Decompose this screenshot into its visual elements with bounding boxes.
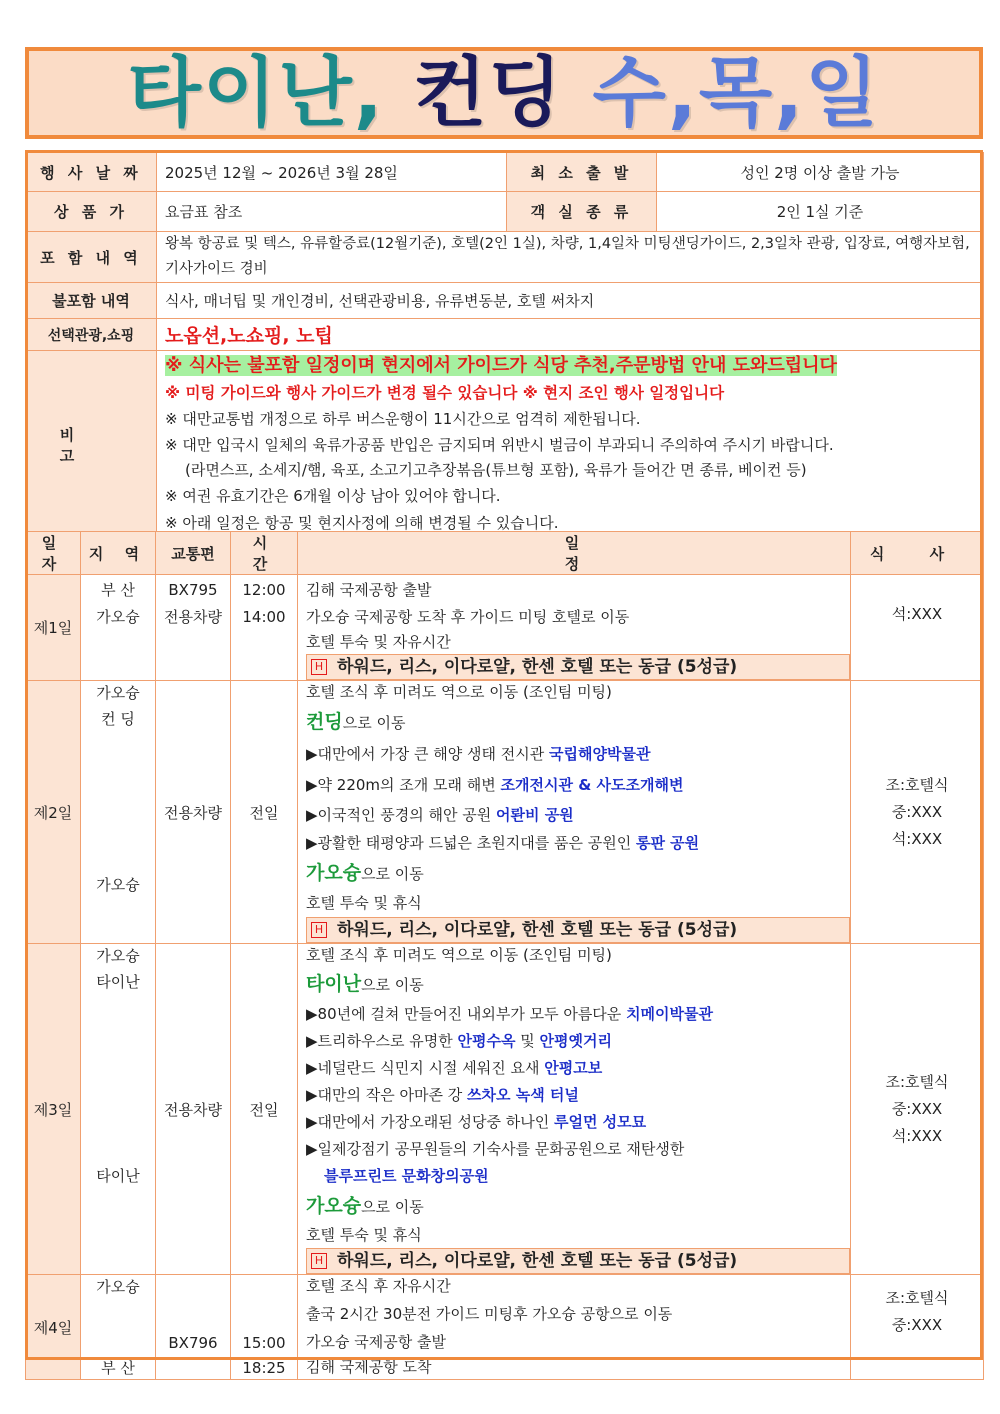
hotel-name: 하워드, 리스, 이다로얄, 한센 호텔 또는 동급 (5성급): [337, 657, 738, 677]
place-name: 국립해양박물관: [549, 745, 651, 763]
time: 15:00: [242, 1334, 286, 1352]
price-label: 상 품 가: [26, 192, 157, 232]
desc-text: ▶대만에서 가장 큰 해양 생태 전시관: [306, 745, 550, 763]
time: 14:00: [242, 608, 286, 626]
note-meat-examples: (라면스프, 소세지/햄, 육포, 소고기고추장볶음(튜브형 포함), 육류가 들어간 면 종류, 베이컨 등): [185, 461, 807, 479]
notes-label: 비 고: [26, 351, 157, 540]
desc-text: ▶80년에 걸쳐 만들어진 내외부가 모두 아름다운: [306, 1005, 627, 1023]
place-name: 쓰차오 녹색 터널: [467, 1086, 579, 1104]
desc-text: ▶네덜란드 식민지 시절 세워진 요새: [306, 1059, 545, 1077]
header-transport: 교통편: [156, 532, 231, 575]
transport: BX796: [168, 1334, 218, 1352]
region: 컨 딩: [101, 710, 135, 728]
schedule-line: 가오슝 국제공항 출발: [306, 1333, 446, 1351]
schedule-line: 호텔 투숙 및 휴식: [306, 1226, 422, 1244]
hotel-icon: H: [311, 1253, 327, 1269]
move-text: 으로 이동: [342, 714, 406, 732]
move-text: 으로 이동: [361, 865, 424, 883]
desc-text: ▶대만의 작은 아마존 강: [306, 1086, 468, 1104]
region: 가오슝: [96, 1278, 140, 1296]
price-value: 요금표 참조: [157, 192, 507, 232]
title-part-tainan: 타이난,: [127, 48, 385, 137]
region: 가오슝: [96, 684, 140, 702]
day-label: 제1일: [26, 575, 81, 681]
transport: 전용차량: [156, 681, 231, 944]
region: 가오슝: [96, 947, 140, 965]
schedule-line: 김해 국제공항 출발: [306, 581, 432, 599]
header-time: 시 간: [231, 532, 298, 575]
move-text: 으로 이동: [361, 976, 424, 994]
meal: 중:XXX: [891, 1099, 943, 1118]
meal: 조:호텔식: [885, 775, 949, 794]
excluded-value: 식사, 매너팁 및 개인경비, 선택관광비용, 유류변동분, 호텔 써차지: [157, 283, 984, 319]
transport: BX795: [168, 581, 218, 599]
region: 타이난: [96, 973, 140, 991]
included-value: 왕복 항공료 및 텍스, 유류할증료(12월기준), 호텔(2인 1실), 차량, 1,4일차 미팅샌딩가이드, 2,3일차 관광, 입장료, 여행자보험,기사가이드 경비: [157, 232, 984, 283]
day-label: 제3일: [26, 944, 81, 1275]
note-schedule-change: ※ 아래 일정은 항공 및 현지사정에 의해 변경될 수 있습니다.: [165, 514, 559, 532]
time: 12:00: [242, 581, 286, 599]
desc-text: ▶약 220m의 조개 모래 해변: [306, 776, 501, 794]
header-meal: 식 사: [851, 532, 984, 575]
header-schedule: 일 정: [298, 532, 851, 575]
meal: 중:XXX: [891, 802, 943, 821]
place-name: 어롼비 공원: [496, 806, 574, 824]
note-passport: ※ 여권 유효기간은 6개월 이상 남아 있어야 합니다.: [165, 487, 501, 505]
region: 부 산: [101, 1359, 135, 1377]
hotel-name: 하워드, 리스, 이다로얄, 한센 호텔 또는 동급 (5성급): [337, 1251, 738, 1271]
day-label: 제2일: [26, 681, 81, 944]
date-value: 2025년 12월 ~ 2026년 3월 28일: [157, 153, 507, 192]
optional-tour-label: 선택관광,쇼핑: [26, 319, 157, 351]
place-name: 블루프린트 문화창의공원: [324, 1167, 489, 1185]
optional-tour-value: 노옵션,노쇼핑, 노팁: [157, 319, 984, 351]
excluded-label: 불포함 내역: [26, 283, 157, 319]
note-meat-ban: ※ 대만 입국시 일체의 육류가공품 반입은 금지되며 위반시 벌금이 부과되니 주의하여 주시기 바랍니다.: [165, 436, 834, 454]
desc-text: ▶광활한 태평양과 드넓은 초원지대를 품은 공원인: [306, 834, 636, 852]
place-name: 안평고보: [544, 1059, 603, 1077]
page-title: [127, 48, 881, 137]
outer-frame: [25, 150, 983, 1360]
schedule-line: 출국 2시간 30분전 가이드 미팅후 가오슝 공항으로 이동: [306, 1305, 673, 1323]
hotel-name: 하워드, 리스, 이다로얄, 한센 호텔 또는 동급 (5성급): [337, 920, 738, 940]
city-name: 타이난: [306, 973, 362, 995]
room-type-label: 객 실 종 류: [507, 192, 657, 232]
title-part-kending: 컨딩: [413, 48, 564, 137]
city-name: 가오슝: [306, 1195, 362, 1217]
place-name: 안평옛거리: [539, 1032, 612, 1050]
schedule-line: 호텔 투숙 및 휴식: [306, 894, 422, 912]
note-guide: ※ 미팅 가이드와 행사 가이드가 변경 될수 있습니다 ※ 현지 조인 행사 일정입니다: [165, 384, 725, 402]
place-name: 치메이박물관: [626, 1005, 714, 1023]
title-part-days: 수,목,일: [592, 48, 881, 137]
schedule-line: 김해 국제공항 도착: [306, 1358, 432, 1376]
included-label: 포 함 내 역: [26, 232, 157, 283]
hotel-icon: H: [311, 922, 327, 938]
header-day: 일 자: [26, 532, 81, 575]
meal: 석:XXX: [891, 1126, 943, 1145]
region: 가오슝: [96, 608, 140, 626]
meal: 조:호텔식: [885, 1289, 949, 1307]
desc-text: 및: [515, 1032, 540, 1050]
schedule-line: 가오슝 국제공항 도착 후 가이드 미팅 호텔로 이동: [306, 608, 630, 626]
region: 타이난: [96, 1167, 140, 1185]
schedule-line: 호텔 조식 후 미려도 역으로 이동 (조인팀 미팅): [306, 683, 612, 701]
min-departure-label: 최 소 출 발: [507, 153, 657, 192]
note-meal: ※ 식사는 불포함 일정이며 현지에서 가이드가 식당 추천,주문방법 안내 도와드립니다: [165, 355, 837, 376]
place-name: 조개전시관 & 사도조개해변: [500, 776, 684, 794]
min-departure-value: 성인 2명 이상 출발 가능: [657, 153, 984, 192]
region: 가오슝: [96, 876, 140, 894]
meal: 조:호텔식: [885, 1072, 949, 1091]
day-label: 제4일: [26, 1275, 81, 1380]
meal: 석:XXX: [891, 605, 943, 623]
place-name: 루얼먼 성모묘: [553, 1113, 647, 1131]
meal: 중:XXX: [891, 1316, 943, 1334]
place-name: 롱판 공원: [635, 834, 700, 852]
schedule-line: 호텔 투숙 및 자유시간: [306, 633, 451, 651]
desc-text: ▶대만에서 가장오래된 성당중 하나인: [306, 1113, 554, 1131]
move-text: 으로 이동: [361, 1198, 424, 1216]
desc-text: ▶이국적인 풍경의 해안 공원: [306, 806, 496, 824]
header-region: 지 역: [81, 532, 156, 575]
schedule-line: 호텔 조식 후 미려도 역으로 이동 (조인팀 미팅): [306, 946, 612, 964]
region: 부 산: [101, 581, 135, 599]
room-type-value: 2인 1실 기준: [657, 192, 984, 232]
desc-text: ▶트리하우스로 유명한: [306, 1032, 458, 1050]
transport: 전용차량: [156, 944, 231, 1275]
schedule-line: 호텔 조식 후 자유시간: [306, 1277, 451, 1295]
hotel-icon: H: [311, 659, 327, 675]
schedule-line: ▶일제강점기 공무원들의 기숙사를 문화공원으로 재탄생한: [306, 1140, 685, 1158]
title-banner: [25, 47, 983, 139]
transport: 전용차량: [164, 608, 222, 626]
place-name: 안평수옥: [457, 1032, 516, 1050]
time: 전일: [231, 944, 298, 1275]
city-name: 컨딩: [306, 711, 343, 733]
time: 전일: [231, 681, 298, 944]
city-name: 가오슝: [306, 862, 362, 884]
note-bus-law: ※ 대만교통법 개정으로 하루 버스운행이 11시간으로 엄격히 제한됩니다.: [165, 410, 641, 428]
meal: 석:XXX: [891, 829, 943, 848]
date-label: 행 사 날 짜: [26, 153, 157, 192]
time: 18:25: [242, 1359, 286, 1377]
